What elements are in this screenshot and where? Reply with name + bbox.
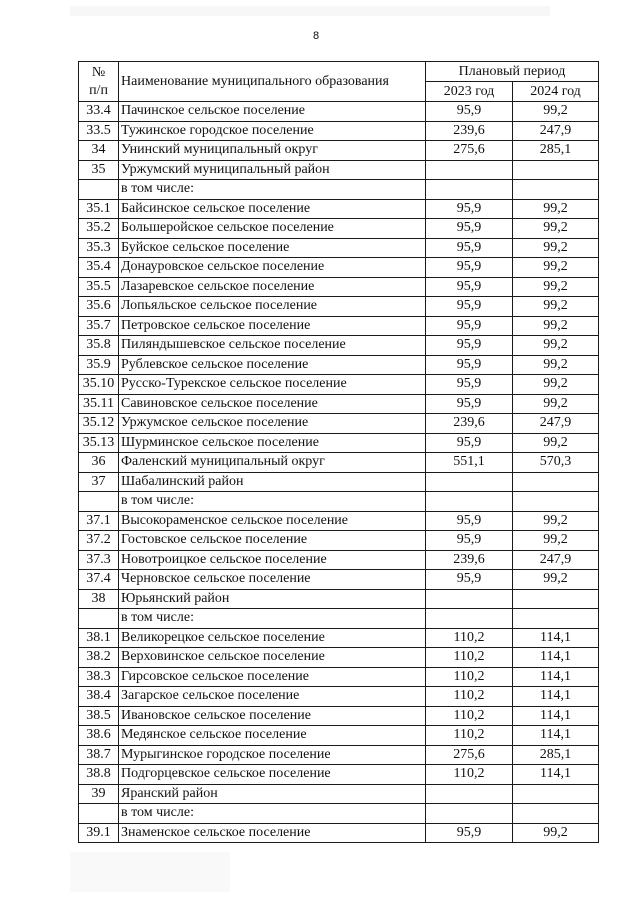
row-number (79, 180, 119, 200)
row-name: Пачинское сельское поселение (119, 102, 426, 122)
row-value-2024: 247,9 (513, 414, 599, 434)
row-name: Русско-Турекское сельское поселение (119, 375, 426, 395)
table-row (79, 121, 599, 141)
row-number: 37.2 (79, 531, 119, 551)
table-row (79, 375, 599, 395)
row-value-2024: 114,1 (513, 765, 599, 785)
row-value-2023: 95,9 (426, 102, 513, 122)
row-value-2023 (426, 589, 513, 609)
row-number: 35.12 (79, 414, 119, 434)
page-number: 8 (312, 30, 320, 42)
header-year-2024: 2024 год (513, 82, 599, 102)
row-name: Шабалинский район (119, 472, 426, 492)
row-value-2024 (513, 609, 599, 629)
row-name: Лопьяльское сельское поселение (119, 297, 426, 317)
row-name: Большеройское сельское поселение (119, 219, 426, 239)
table-row (79, 394, 599, 414)
table-row (79, 628, 599, 648)
row-value-2023: 95,9 (426, 531, 513, 551)
row-value-2023: 239,6 (426, 550, 513, 570)
row-value-2023: 110,2 (426, 726, 513, 746)
row-name: Гостовское сельское поселение (119, 531, 426, 551)
table-row (79, 297, 599, 317)
table-row (79, 355, 599, 375)
table-row (79, 199, 599, 219)
row-value-2024: 99,2 (513, 316, 599, 336)
row-name: Высокораменское сельское поселение (119, 511, 426, 531)
table-body (79, 102, 599, 843)
table-row (79, 667, 599, 687)
row-value-2024: 247,9 (513, 550, 599, 570)
row-value-2023: 275,6 (426, 141, 513, 161)
table-row (79, 180, 599, 200)
table-row (79, 414, 599, 434)
row-number: 38.6 (79, 726, 119, 746)
row-value-2024: 99,2 (513, 277, 599, 297)
row-name: Верховинское сельское поселение (119, 648, 426, 668)
row-value-2023: 95,9 (426, 316, 513, 336)
row-value-2024 (513, 492, 599, 512)
row-name: Фаленский муниципальный округ (119, 453, 426, 473)
row-number: 33.5 (79, 121, 119, 141)
row-value-2024: 99,2 (513, 375, 599, 395)
row-value-2024: 99,2 (513, 336, 599, 356)
row-value-2023: 95,9 (426, 355, 513, 375)
row-name: Лазаревское сельское поселение (119, 277, 426, 297)
row-name: Мурыгинское городское поселение (119, 745, 426, 765)
row-number: 36 (79, 453, 119, 473)
row-name: Пиляндышевское сельское поселение (119, 336, 426, 356)
row-name: Буйское сельское поселение (119, 238, 426, 258)
row-name: в том числе: (119, 180, 426, 200)
row-name: Загарское сельское поселение (119, 687, 426, 707)
row-number: 39 (79, 784, 119, 804)
budget-table (78, 61, 599, 843)
row-number: 35.3 (79, 238, 119, 258)
row-name: Гирсовское сельское поселение (119, 667, 426, 687)
header-number-sublabel: п/п (89, 82, 108, 98)
table-row (79, 238, 599, 258)
row-value-2023: 110,2 (426, 628, 513, 648)
row-name: Медянское сельское поселение (119, 726, 426, 746)
table-row (79, 726, 599, 746)
table-row (79, 511, 599, 531)
table-row (79, 336, 599, 356)
row-number: 39.1 (79, 823, 119, 843)
row-number: 35.11 (79, 394, 119, 414)
row-value-2023: 110,2 (426, 648, 513, 668)
row-value-2024: 114,1 (513, 687, 599, 707)
row-number: 35.4 (79, 258, 119, 278)
row-number: 35.2 (79, 219, 119, 239)
row-value-2023: 110,2 (426, 687, 513, 707)
header-name-cell: Наименование муниципального образования (119, 62, 426, 102)
row-value-2024: 114,1 (513, 628, 599, 648)
row-name: Уржумский муниципальный район (119, 160, 426, 180)
table-row (79, 706, 599, 726)
row-value-2024: 99,2 (513, 570, 599, 590)
row-name: в том числе: (119, 492, 426, 512)
scan-artifact-top (70, 6, 550, 16)
row-number: 37.3 (79, 550, 119, 570)
scan-artifact-bottom (70, 852, 230, 892)
table-row (79, 531, 599, 551)
row-name: в том числе: (119, 609, 426, 629)
table-row (79, 102, 599, 122)
row-value-2023: 95,9 (426, 238, 513, 258)
row-number: 38 (79, 589, 119, 609)
row-number: 38.8 (79, 765, 119, 785)
row-value-2024: 99,2 (513, 433, 599, 453)
row-value-2023: 110,2 (426, 765, 513, 785)
row-name: Знаменское сельское поселение (119, 823, 426, 843)
row-value-2024 (513, 804, 599, 824)
table-row (79, 823, 599, 843)
table-row (79, 219, 599, 239)
row-number: 38.5 (79, 706, 119, 726)
row-value-2023: 95,9 (426, 219, 513, 239)
row-number: 35.10 (79, 375, 119, 395)
row-value-2024 (513, 160, 599, 180)
table-row (79, 609, 599, 629)
row-name: Уржумское сельское поселение (119, 414, 426, 434)
header-period-cell: Плановый период (426, 62, 599, 82)
row-name: в том числе: (119, 804, 426, 824)
table-row (79, 784, 599, 804)
header-number-label: № (91, 64, 106, 80)
row-value-2023: 95,9 (426, 336, 513, 356)
row-name: Новотроицкое сельское поселение (119, 550, 426, 570)
table-row (79, 648, 599, 668)
row-value-2024: 99,2 (513, 258, 599, 278)
row-value-2023 (426, 472, 513, 492)
table-row (79, 258, 599, 278)
row-value-2023: 95,9 (426, 258, 513, 278)
row-value-2023: 95,9 (426, 511, 513, 531)
row-number: 35.7 (79, 316, 119, 336)
row-number (79, 492, 119, 512)
table-row (79, 472, 599, 492)
row-value-2023: 275,6 (426, 745, 513, 765)
header-year-2023: 2023 год (426, 82, 513, 102)
row-number: 37.4 (79, 570, 119, 590)
row-number: 33.4 (79, 102, 119, 122)
row-value-2023: 95,9 (426, 375, 513, 395)
row-value-2023: 95,9 (426, 277, 513, 297)
row-value-2024: 99,2 (513, 823, 599, 843)
row-value-2024: 114,1 (513, 667, 599, 687)
row-number (79, 804, 119, 824)
row-value-2024: 99,2 (513, 219, 599, 239)
row-value-2024: 99,2 (513, 102, 599, 122)
row-name: Унинский муниципальный округ (119, 141, 426, 161)
row-value-2024: 99,2 (513, 297, 599, 317)
row-value-2024: 99,2 (513, 199, 599, 219)
row-name: Черновское сельское поселение (119, 570, 426, 590)
row-value-2024: 247,9 (513, 121, 599, 141)
row-value-2024: 114,1 (513, 726, 599, 746)
table-row (79, 745, 599, 765)
row-value-2023 (426, 180, 513, 200)
row-name: Рублевское сельское поселение (119, 355, 426, 375)
table-row (79, 316, 599, 336)
row-number: 38.1 (79, 628, 119, 648)
row-value-2024: 99,2 (513, 531, 599, 551)
row-number: 35.8 (79, 336, 119, 356)
row-value-2023: 95,9 (426, 297, 513, 317)
row-name: Ивановское сельское поселение (119, 706, 426, 726)
table-row (79, 550, 599, 570)
row-number: 38.7 (79, 745, 119, 765)
row-value-2024: 285,1 (513, 745, 599, 765)
row-value-2023 (426, 784, 513, 804)
table-row (79, 141, 599, 161)
row-value-2024: 99,2 (513, 238, 599, 258)
row-value-2023: 110,2 (426, 667, 513, 687)
table-row (79, 589, 599, 609)
row-name: Петровское сельское поселение (119, 316, 426, 336)
row-value-2023: 551,1 (426, 453, 513, 473)
row-value-2024: 114,1 (513, 706, 599, 726)
row-name: Донауровское сельское поселение (119, 258, 426, 278)
header-number-cell (79, 62, 119, 102)
row-number: 38.4 (79, 687, 119, 707)
row-number: 35.6 (79, 297, 119, 317)
row-value-2024: 570,3 (513, 453, 599, 473)
row-value-2023: 239,6 (426, 121, 513, 141)
row-value-2023 (426, 492, 513, 512)
row-number (79, 609, 119, 629)
row-value-2024: 99,2 (513, 355, 599, 375)
row-number: 35.5 (79, 277, 119, 297)
row-value-2024 (513, 589, 599, 609)
row-name: Яранский район (119, 784, 426, 804)
row-name: Байсинское сельское поселение (119, 199, 426, 219)
row-value-2024 (513, 784, 599, 804)
row-value-2024: 99,2 (513, 394, 599, 414)
row-value-2023: 95,9 (426, 394, 513, 414)
row-number: 37 (79, 472, 119, 492)
row-number: 35 (79, 160, 119, 180)
row-value-2024 (513, 472, 599, 492)
row-number: 34 (79, 141, 119, 161)
row-number: 38.2 (79, 648, 119, 668)
row-number: 37.1 (79, 511, 119, 531)
row-number: 35.1 (79, 199, 119, 219)
table-header (79, 62, 599, 102)
row-name: Тужинское городское поселение (119, 121, 426, 141)
table-row (79, 453, 599, 473)
table-row (79, 160, 599, 180)
row-value-2023 (426, 609, 513, 629)
row-value-2024 (513, 180, 599, 200)
row-value-2024: 285,1 (513, 141, 599, 161)
row-value-2023: 95,9 (426, 570, 513, 590)
row-number: 38.3 (79, 667, 119, 687)
row-name: Подгорцевское сельское поселение (119, 765, 426, 785)
row-name: Юрьянский район (119, 589, 426, 609)
row-name: Шурминское сельское поселение (119, 433, 426, 453)
row-name: Великорецкое сельское поселение (119, 628, 426, 648)
table-row (79, 277, 599, 297)
table-row (79, 492, 599, 512)
table-row (79, 687, 599, 707)
row-value-2023 (426, 804, 513, 824)
row-value-2023: 95,9 (426, 199, 513, 219)
table-row (79, 433, 599, 453)
table-row (79, 804, 599, 824)
row-value-2023: 95,9 (426, 433, 513, 453)
row-value-2023: 110,2 (426, 706, 513, 726)
table-row (79, 570, 599, 590)
row-name: Савиновское сельское поселение (119, 394, 426, 414)
row-number: 35.13 (79, 433, 119, 453)
row-value-2023 (426, 160, 513, 180)
row-value-2023: 239,6 (426, 414, 513, 434)
row-value-2024: 99,2 (513, 511, 599, 531)
row-value-2023: 95,9 (426, 823, 513, 843)
table-row (79, 765, 599, 785)
row-value-2024: 114,1 (513, 648, 599, 668)
row-number: 35.9 (79, 355, 119, 375)
